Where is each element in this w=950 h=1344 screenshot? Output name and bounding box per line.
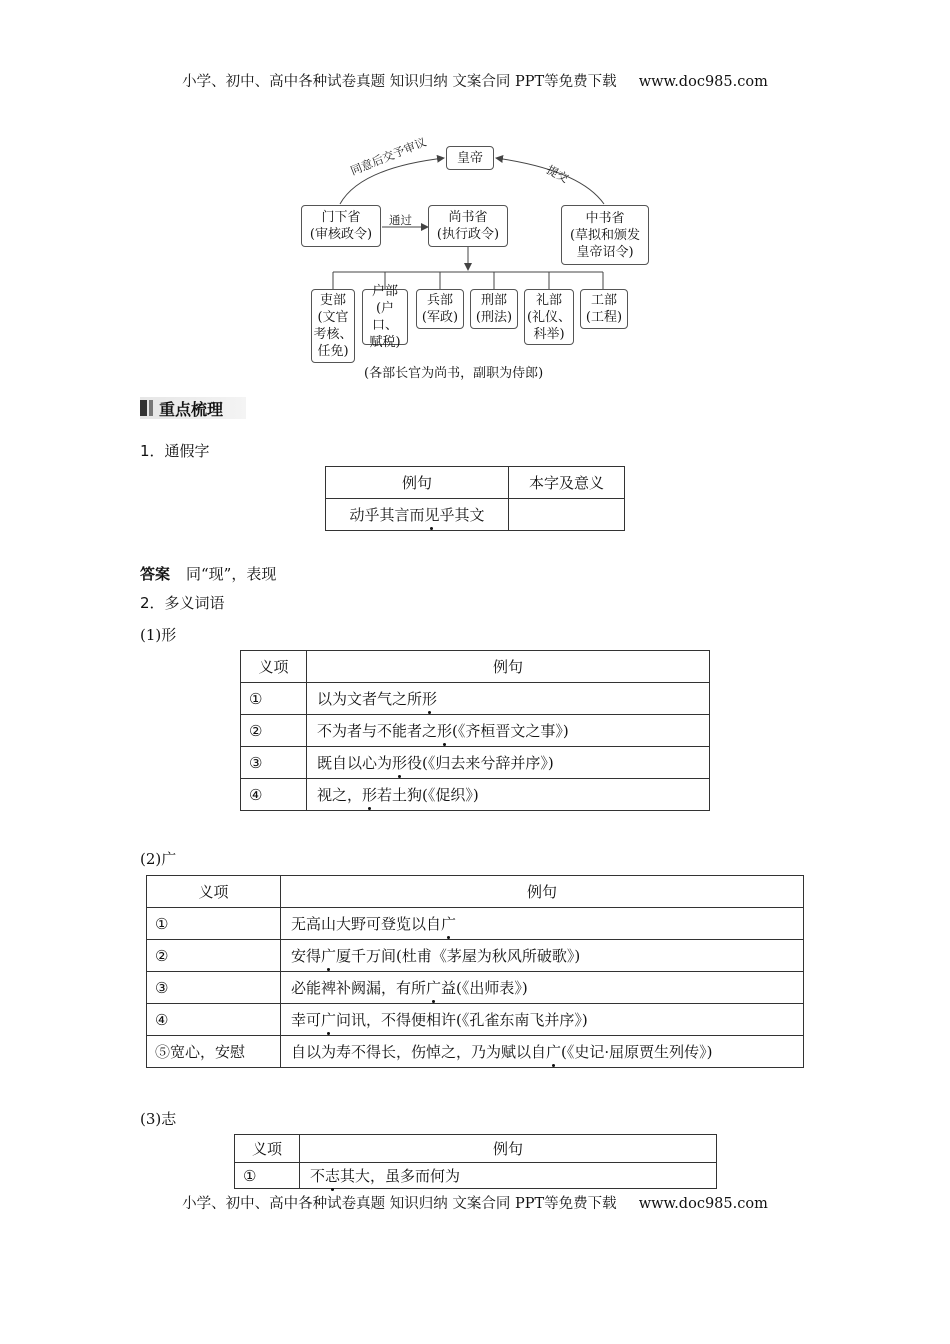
cell-example: 幸可广问讯，不得便相许(《孔雀东南飞并序》)	[281, 1004, 804, 1036]
th-sense: 义项	[241, 651, 307, 683]
footer-text: 小学、初中、高中各种试卷真题 知识归纳 文案合同 PPT等免费下载	[182, 1196, 617, 1212]
header-text: 小学、初中、高中各种试卷真题 知识归纳 文案合同 PPT等免费下载	[182, 74, 617, 90]
cell-example: 视之，形若土狗(《促织》)	[307, 779, 710, 811]
cell-sense: ①	[241, 683, 307, 715]
cell-sense: ⑤宽心，安慰	[147, 1036, 281, 1068]
cell-sense: ②	[241, 715, 307, 747]
box-libu-rites: 礼部 (礼仪、 科举)	[524, 289, 574, 345]
diagram-caption: (各部长官为尚书，副职为侍郎)	[364, 366, 544, 381]
cell-sense: ④	[241, 779, 307, 811]
th-sense: 义项	[147, 876, 281, 908]
box-zhongshu: 中书省 (草拟和颁发 皇帝诏令)	[561, 205, 649, 265]
box-hubu: 户部 (户口、 赋税)	[362, 289, 408, 345]
section-heading: 重点梳理	[140, 397, 246, 419]
th-sense: 义项	[235, 1135, 300, 1163]
guang-title: (2)广	[140, 850, 177, 868]
th-example: 例句	[281, 876, 804, 908]
cell-answer	[509, 499, 625, 531]
table-guang	[146, 875, 804, 1068]
box-libu-personnel: 吏部 (文官 考核、 任免)	[311, 289, 355, 363]
s1-answer: 答案 同“现”，表现	[140, 565, 277, 583]
cell-example: 不志其大，虽多而何为	[300, 1163, 717, 1189]
cell-sense: ④	[147, 1004, 281, 1036]
th-meaning: 本字及意义	[509, 467, 625, 499]
diagram-lines	[0, 0, 950, 390]
government-structure-diagram	[0, 0, 950, 390]
cell-sense: ③	[241, 747, 307, 779]
th-example: 例句	[326, 467, 509, 499]
th-example: 例句	[307, 651, 710, 683]
label-submit: 提交	[544, 162, 571, 186]
box-xingbu: 刑部 (刑法)	[470, 289, 518, 329]
box-emperor: 皇帝	[446, 146, 494, 170]
cell-example: 动乎其言而见乎其文	[326, 499, 509, 531]
label-approve: 同意后交予审议	[348, 134, 429, 178]
cell-sense: ③	[147, 972, 281, 1004]
table-xing	[240, 650, 710, 811]
heading-bar-icon-secondary	[149, 400, 153, 416]
label-pass: 通过	[389, 213, 412, 227]
box-bingbu: 兵部 (军政)	[416, 289, 464, 329]
s1-title: 1．通假字	[140, 442, 210, 460]
xing-title: (1)形	[140, 626, 177, 644]
table-tongjia	[325, 466, 625, 531]
table-zhi	[234, 1134, 717, 1189]
cell-sense: ②	[147, 940, 281, 972]
cell-example: 不为者与不能者之形(《齐桓晋文之事》)	[307, 715, 710, 747]
cell-example: 无高山大野可登览以自广	[281, 908, 804, 940]
cell-example: 既自以心为形役(《归去来兮辞并序》)	[307, 747, 710, 779]
page-footer	[0, 1192, 950, 1213]
box-shangshu: 尚书省 (执行政令)	[428, 205, 508, 247]
box-gongbu: 工部 (工程)	[580, 289, 628, 329]
cell-example: 必能裨补阙漏，有所广益(《出师表》)	[281, 972, 804, 1004]
box-menxia: 门下省 (审核政令)	[301, 205, 381, 247]
cell-example: 安得广厦千万间(杜甫《茅屋为秋风所破歌》)	[281, 940, 804, 972]
heading-bar-icon	[140, 400, 147, 416]
cell-sense: ①	[235, 1163, 300, 1189]
header-site: www.doc985.com	[638, 74, 768, 90]
cell-sense: ①	[147, 908, 281, 940]
s2-title: 2．多义词语	[140, 594, 225, 612]
th-example: 例句	[300, 1135, 717, 1163]
footer-site: www.doc985.com	[638, 1196, 768, 1212]
cell-example: 自以为寿不得长，伤悼之，乃为赋以自广(《史记·屈原贾生列传》)	[281, 1036, 804, 1068]
cell-example: 以为文者气之所形	[307, 683, 710, 715]
zhi-title: (3)志	[140, 1110, 177, 1128]
